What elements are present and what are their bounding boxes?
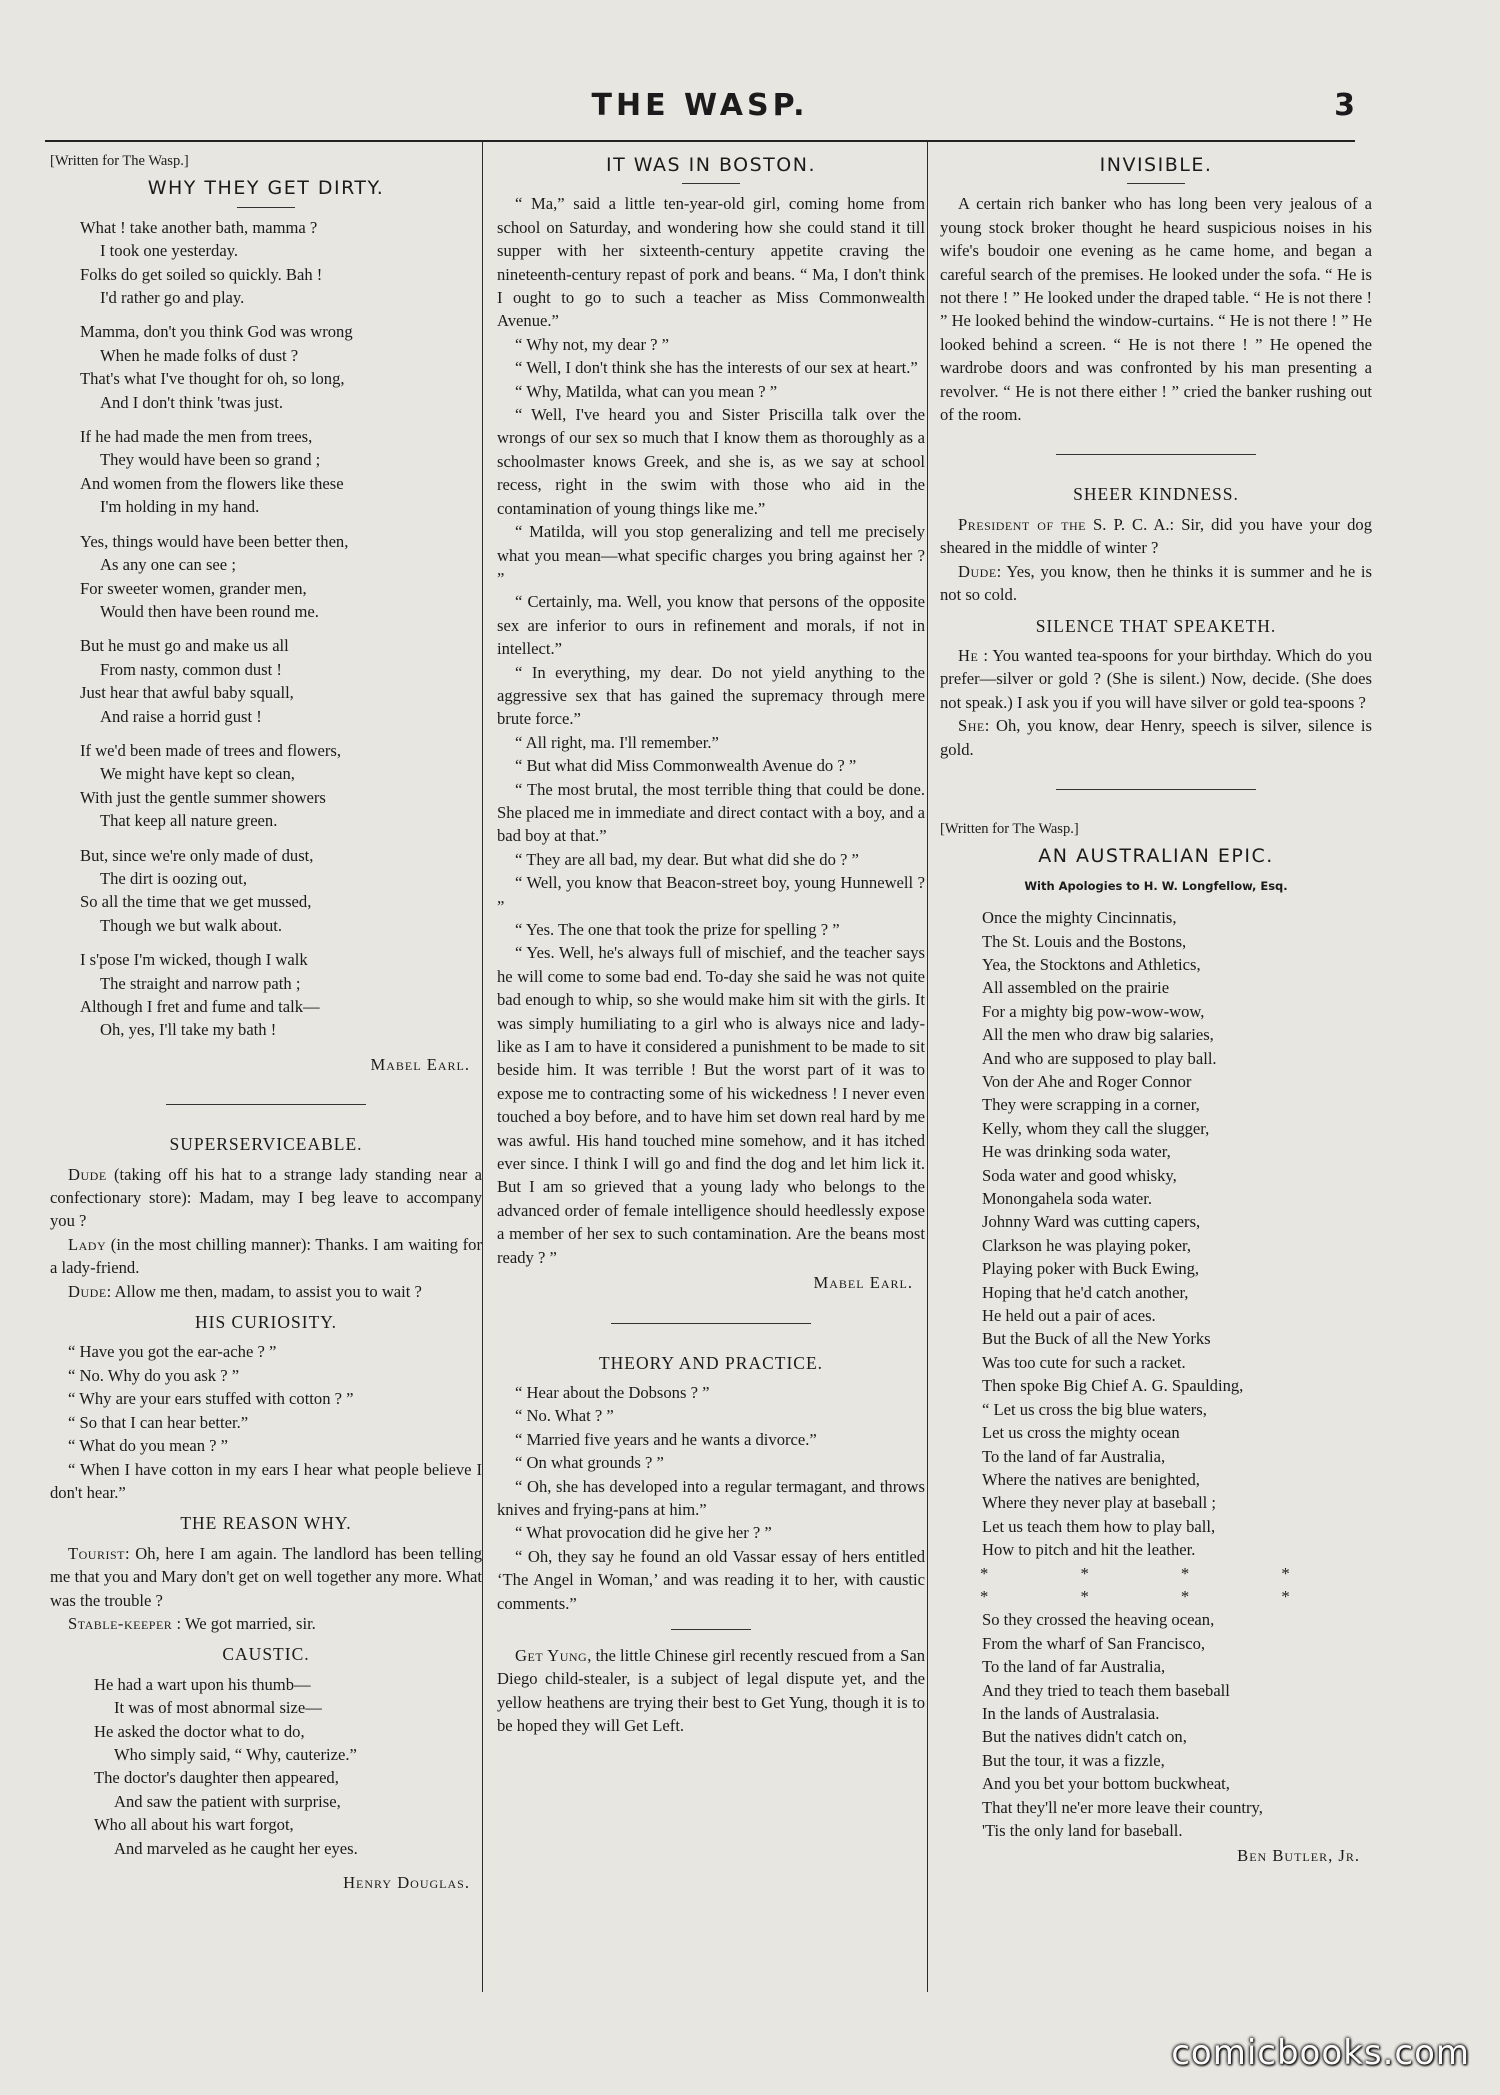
section-separator	[166, 1104, 366, 1105]
column-middle	[497, 150, 925, 1738]
poem-line: And who are supposed to play ball.	[982, 1048, 1217, 1068]
poem-line: Let us cross the mighty ocean	[982, 1423, 1180, 1443]
poem-line: He was drinking soda water,	[982, 1142, 1171, 1162]
paragraph: “ Well, I don't think she has the interests of our sex at heart.”	[515, 358, 918, 378]
paragraph: “ In everything, my dear. Do not yield anything to the aggressive sex that has gained the supremacy through mere brute force.”	[497, 662, 925, 729]
poem-line: Clarkson he was playing poker,	[982, 1235, 1192, 1255]
poem-line: Who simply said, “ Why, cauterize.”	[114, 1744, 357, 1764]
poem-line: As any one can see ;	[100, 555, 236, 575]
poem-line: They were scrapping in a corner,	[982, 1095, 1200, 1115]
masthead-title: THE WASP.	[591, 88, 809, 123]
stanza	[50, 634, 482, 728]
get-yung-paragraph: Get Yung, the little Chinese girl recently rescued from a San Diego child-stealer, is a subject of legal dispute yet, and the yellow heathens are trying their best to Get Yung, though it is to be hoped they will Get Left.	[497, 1645, 925, 1736]
poem-line: All assembled on the prairie	[982, 978, 1170, 998]
poem-line: In the lands of Australasia.	[982, 1703, 1160, 1723]
article-body	[497, 192, 925, 1269]
paragraph: “ Matilda, will you stop generalizing and tell me precisely what you mean—what specific charges you bring against her ? ”	[497, 522, 925, 588]
dialog-line: Tourist: Oh, here I am again. The landlord has been telling me that you and Mary don't get on well together any more. What was the trouble ?	[50, 1543, 482, 1610]
curiosity-dialog	[50, 1340, 482, 1504]
article-title: IT WAS IN BOSTON.	[606, 154, 816, 176]
dialog-line: “ So that I can hear better.”	[68, 1412, 249, 1432]
stanza	[50, 844, 482, 938]
poem-line: And women from the flowers like these	[80, 473, 344, 493]
poem-line: To the land of far Australia,	[982, 1446, 1166, 1466]
poem-line: Who all about his wart forgot,	[94, 1815, 294, 1835]
poem-line: They would have been so grand ;	[100, 450, 321, 470]
poem-line: But, since we're only made of dust,	[80, 845, 314, 865]
dialog-line: Dude: Yes, you know, then he thinks it is summer and he is not so cold.	[940, 561, 1372, 605]
article-title: INVISIBLE.	[1099, 154, 1213, 176]
poem-line: 'Tis the only land for baseball.	[982, 1821, 1183, 1840]
poem-line: But he must go and make us all	[80, 636, 289, 656]
poem-line: Mamma, don't you think God was wrong	[80, 322, 353, 342]
poem-line: Where the natives are benighted,	[982, 1469, 1200, 1489]
poem-line: From the wharf of San Francisco,	[982, 1633, 1206, 1653]
signature: Ben Butler, Jr.	[1237, 1846, 1360, 1866]
dialog-line: Stable-keeper : We got married, sir.	[68, 1613, 316, 1633]
poem-line: Soda water and good whisky,	[982, 1165, 1177, 1185]
poem-line: He had a wart upon his thumb—	[94, 1674, 311, 1694]
poem-line: But the Buck of all the New Yorks	[982, 1329, 1211, 1349]
dialog-line: “ When I have cotton in my ears I hear what people believe I don't hear.”	[50, 1459, 482, 1502]
poem-line: And I don't think 'twas just.	[100, 392, 283, 412]
watermark: comicbooks.com	[1171, 2033, 1470, 2073]
poem-line: When he made folks of dust ?	[100, 345, 299, 365]
article-title: CAUSTIC.	[222, 1644, 310, 1665]
poem-line: Hoping that he'd catch another,	[982, 1282, 1189, 1302]
poem-line: Oh, yes, I'll take my bath !	[100, 1020, 277, 1040]
poem-line: And you bet your bottom buckwheat,	[982, 1774, 1230, 1794]
paragraph: “ The most brutal, the most terrible thing that could be done. She placed me in immediate and direct contact with a boy, and a bad boy at that.”	[497, 779, 925, 846]
poem-line: That keep all nature green.	[100, 811, 278, 831]
poem-why-they-get-dirty	[50, 216, 482, 1042]
stanza	[50, 948, 482, 1042]
section-separator	[1056, 789, 1256, 790]
stanza	[50, 320, 482, 414]
poem-line: Folks do get soiled so quickly. Bah !	[80, 264, 323, 284]
article-title: THE REASON WHY.	[180, 1513, 352, 1534]
stanza	[50, 530, 482, 624]
poem-line: Once the mighty Cincinnatis,	[982, 908, 1177, 928]
poem-line: And raise a horrid gust !	[100, 706, 262, 726]
dialog-line: “ Married five years and he wants a divorce.”	[515, 1429, 817, 1449]
poem-line: I'm holding in my hand.	[100, 497, 260, 517]
section-separator	[1056, 454, 1256, 455]
paragraph: “ Yes. Well, he's always full of mischief, and the teacher says he will come to some bad end. To-day she said he was not quite bad enough to whip, so she would make him sit with the girls. It was simply humiliating to a girl who is always nice and lady-like as I am to have it considered a punishment to be made to sit beside him. It was terrible ! But the worst part of it was to expose me to contracting some of his wickedness ! I never even touched a boy before, and to have him set down real hard by me was awful. His hand touched mine somehow, and it has itched ever since. I think I will go and find the dog and let him lick it. But I am so grieved that a young lady who belongs to the advanced order of female intelligence should heedlessly expose a member of her sex to such contamination. Are the beans most ready ? ”	[497, 943, 925, 1267]
poem-line: Then spoke Big Chief A. G. Spaulding,	[982, 1376, 1244, 1396]
dialog-line: “ Hear about the Dobsons ? ”	[515, 1382, 710, 1402]
poem-line: For a mighty big pow-wow-wow,	[982, 1001, 1205, 1021]
poem-line: It was of most abnormal size—	[114, 1698, 322, 1718]
header-rule	[45, 140, 1355, 142]
poem-line: Would then have been round me.	[100, 601, 319, 621]
poem-line: Although I fret and fume and talk—	[80, 997, 320, 1016]
written-for-note: [Written for The Wasp.]	[940, 820, 1079, 837]
poem-line: Let us teach them how to play ball,	[982, 1516, 1216, 1536]
poem-caustic	[50, 1673, 482, 1860]
poem-line: And they tried to teach them baseball	[982, 1680, 1230, 1700]
poem-line: So they crossed the heaving ocean,	[982, 1610, 1215, 1630]
column-divider	[482, 142, 483, 1992]
poem-line: Though we but walk about.	[100, 915, 283, 935]
poem-line: What ! take another bath, mamma ?	[80, 217, 318, 237]
poem-line: Yea, the Stocktons and Athletics,	[982, 954, 1201, 974]
article-title: SILENCE THAT SPEAKETH.	[1035, 615, 1277, 636]
dialog-line: “ No. Why do you ask ? ”	[68, 1365, 240, 1385]
paragraph: “ Well, I've heard you and Sister Priscilla talk over the wrongs of our sex so much that I know them as thoroughly as a schoolmaster knows Greek, and she is, as we say at school recess, right in the swim with those who aid in the contamination of young things like me.”	[497, 405, 925, 518]
poem-line: “ Let us cross the big blue waters,	[982, 1399, 1207, 1419]
poem-line: If he had made the men from trees,	[80, 427, 313, 447]
poem-line: Where they never play at baseball ;	[982, 1493, 1217, 1513]
poem-line: But the tour, it was a fizzle,	[982, 1750, 1165, 1770]
dialog-line: “ Oh, she has developed into a regular termagant, and throws knives and frying-pans at him.”	[497, 1476, 925, 1519]
dialog-line: President of the S. P. C. A.: Sir, did you have your dog sheared in the middle of winter ?	[940, 514, 1372, 558]
dialog-line: “ What provocation did he give her ? ”	[515, 1523, 772, 1543]
poem-line: To the land of far Australia,	[982, 1657, 1166, 1677]
poem-line: If we'd been made of trees and flowers,	[80, 740, 342, 760]
poem-australian-epic	[940, 906, 1372, 1561]
paragraph: “ Why, Matilda, what can you mean ? ”	[515, 381, 778, 401]
paragraph: “ Well, you know that Beacon-street boy, young Hunnewell ? ”	[497, 873, 925, 916]
signature: Mabel Earl.	[370, 1054, 470, 1074]
dialog-line: “ On what grounds ? ”	[515, 1453, 664, 1473]
poem-line: Was too cute for such a racket.	[982, 1352, 1186, 1372]
poem-line: Monongahela soda water.	[982, 1189, 1153, 1209]
poem-line: The straight and narrow path ;	[100, 973, 301, 993]
column-left	[50, 150, 482, 1894]
written-for-note: [Written for The Wasp.]	[50, 153, 189, 169]
dialog-line: “ What do you mean ? ”	[68, 1436, 229, 1456]
poem-line: Yes, things would have been better then,	[80, 531, 349, 551]
poem-line: That they'll ne'er more leave their country,	[982, 1797, 1263, 1817]
stanza	[50, 739, 482, 833]
poem-line: For sweeter women, grander men,	[80, 578, 307, 598]
paragraph: “ Certainly, ma. Well, you know that persons of the opposite sex are inferior to ours in refinement and morals, if not in intellect.”	[497, 592, 925, 659]
asterism: * * * * * * * *	[980, 1563, 1334, 1606]
article-body: A certain rich banker who has long been very jealous of a young stock broker thought he heard suspicious noises in his wife's boudoir one evening as he came home, and began a careful search of the premises. He looked under the sofa. “ He is not there ! ” He looked under the draped table. “ He is not there ! ” He looked behind the window-curtains. “ He is not there ! ” He looked behind a screen. “ He is not there ! ” He opened the wardrobe doors and was confronted by his man presenting a revolver. “ He is not there either ! ” cried the banker rushing out of the room.	[940, 194, 1372, 425]
page-header	[45, 88, 1355, 136]
poem-line: And saw the patient with surprise,	[114, 1791, 341, 1811]
article-title: AN AUSTRALIAN EPIC.	[1038, 845, 1274, 868]
dialog-line: She: Oh, you know, dear Henry, speech is silver, silence is gold.	[940, 716, 1372, 759]
paragraph: “ Ma,” said a little ten-year-old girl, coming home from school on Saturday, and wondering how she could stand it till supper with her sixteenth-century appetite craving the nineteenth-century repast of pork and beans. “ Ma, I don't think I ought to go to such a teacher as Miss Commonwealth Avenue.”	[497, 194, 925, 331]
column-right	[940, 150, 1372, 1868]
stanza	[50, 425, 482, 519]
poem-line: He asked the doctor what to do,	[94, 1721, 305, 1741]
divider	[682, 183, 740, 184]
dialog-line: “ No. What ? ”	[515, 1406, 614, 1426]
article-title: HIS CURIOSITY.	[194, 1312, 338, 1333]
poem-line: Johnny Ward was cutting capers,	[982, 1212, 1201, 1232]
dialog-line: “ Have you got the ear-ache ? ”	[68, 1342, 277, 1362]
dialog-line: Dude (taking off his hat to a strange lady standing near a confectionary store): Madam, may I beg leave to accompany you ?	[50, 1164, 482, 1231]
poem-line: But the natives didn't catch on,	[982, 1727, 1187, 1747]
section-separator	[671, 1629, 751, 1630]
paragraph: “ But what did Miss Commonwealth Avenue do ? ”	[515, 756, 857, 776]
signature: Henry Douglas.	[343, 1873, 470, 1892]
poem-line: And marveled as he caught her eyes.	[114, 1838, 358, 1858]
article-title: SHEER KINDNESS.	[1073, 484, 1239, 505]
poem-line: I'd rather go and play.	[100, 288, 245, 308]
poem-line: Von der Ahe and Roger Connor	[982, 1072, 1192, 1091]
paragraph: “ Yes. The one that took the prize for spelling ? ”	[515, 920, 840, 939]
article-title: SUPERSERVICEABLE.	[169, 1134, 363, 1155]
poem-line: We might have kept so clean,	[100, 764, 295, 784]
poem-line: Kelly, whom they call the slugger,	[982, 1118, 1210, 1138]
poem-australian-epic-continued	[940, 1608, 1372, 1842]
poem-line: With just the gentle summer showers	[80, 787, 326, 807]
poem-line: The doctor's daughter then appeared,	[94, 1768, 339, 1788]
article-subtitle: With Apologies to H. W. Longfellow, Esq.	[1024, 878, 1288, 893]
dialog-line: Lady (in the most chilling manner): Thanks. I am waiting for a lady-friend.	[50, 1234, 482, 1278]
paragraph: “ Why not, my dear ? ”	[515, 334, 670, 354]
dialog-line: He : You wanted tea-spoons for your birthday. Which do you prefer—silver or gold ? (She is silent.) Now, decide. (She does not speak.) I ask you if you will have silver or gold tea-spoons ?	[940, 645, 1372, 712]
section-separator	[611, 1323, 811, 1324]
dialog-line: “ Oh, they say he found an old Vassar essay of hers entitled ‘The Angel in Woman,’ and was reading it to her, with caustic comments.”	[497, 1546, 925, 1613]
poem-line: All the men who draw big salaries,	[982, 1025, 1214, 1045]
poem-line: That's what I've thought for oh, so long,	[80, 369, 345, 389]
poem-line: Playing poker with Buck Ewing,	[982, 1259, 1200, 1279]
poem-line: The dirt is oozing out,	[100, 868, 248, 888]
paragraph: “ All right, ma. I'll remember.”	[515, 732, 719, 752]
poem-line: How to pitch and hit the leather.	[982, 1540, 1196, 1560]
poem-line: Just hear that awful baby squall,	[80, 683, 294, 703]
stanza	[50, 216, 482, 310]
signature: Mabel Earl.	[813, 1273, 913, 1293]
page-number: 3	[1334, 88, 1355, 123]
poem-line: He held out a pair of aces.	[982, 1306, 1156, 1326]
paragraph: “ They are all bad, my dear. But what did she do ? ”	[515, 849, 859, 869]
column-divider	[927, 142, 928, 1992]
dialog-line: Dude: Allow me then, madam, to assist you to wait ?	[68, 1281, 422, 1301]
poem-line: I s'pose I'm wicked, though I walk	[80, 950, 308, 970]
article-title: THEORY AND PRACTICE.	[598, 1352, 824, 1373]
poem-line: So all the time that we get mussed,	[80, 892, 312, 912]
poem-line: From nasty, common dust !	[100, 659, 282, 679]
article-title: WHY THEY GET DIRTY.	[147, 177, 385, 200]
divider	[237, 207, 295, 208]
theory-dialog	[497, 1381, 925, 1615]
divider	[1127, 183, 1185, 184]
poem-line: I took one yesterday.	[100, 241, 239, 261]
poem-line: The St. Louis and the Bostons,	[982, 931, 1187, 951]
dialog-line: “ Why are your ears stuffed with cotton ? ”	[68, 1389, 354, 1409]
